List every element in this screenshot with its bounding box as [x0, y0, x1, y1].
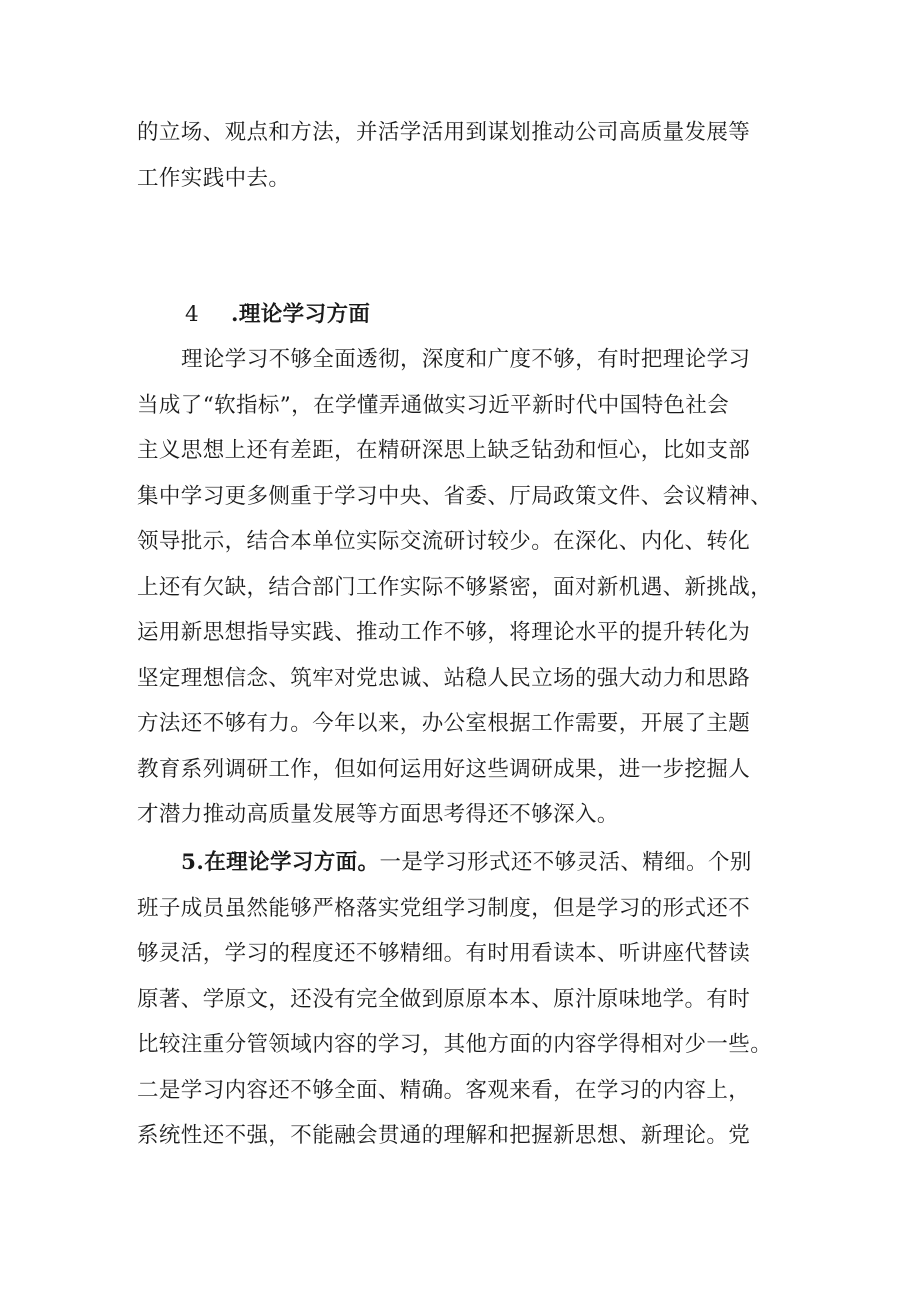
- text-line: 的立场、观点和方法，并活学活用到谋划推动公司高质量发展等: [137, 120, 751, 145]
- text-line: 工作实践中去。: [137, 165, 291, 191]
- text-line: 教育系列调研工作，但如何运用好这些调研成果，进一步挖掘人: [137, 756, 751, 782]
- text-line: 运用新思想指导实践、推动工作不够，将理论水平的提升转化为: [137, 620, 751, 645]
- text-line: 原著、学原文，还没有完全做到原原本本、原汁原味地学。有时: [137, 986, 751, 1012]
- section-4-heading: [185, 292, 370, 337]
- section-4-title: .理论学习方面: [231, 302, 371, 327]
- text-line: 才潜力推动高质量发展等方面思考得还不够深入。: [137, 802, 619, 827]
- text-line: 方法还不够有力。今年以来，办公室根据工作需要，开展了主题: [137, 711, 751, 736]
- text-line: 二是学习内容还不够全面、精确。客观来看，在学习的内容上，: [137, 1077, 751, 1103]
- text-line: 班子成员虽然能够严格落实党组学习制度，但是学习的形式还不: [137, 895, 751, 921]
- text-span: 一是学习形式还不够灵活、精细。个别: [379, 850, 752, 875]
- text-line: 够灵活，学习的程度还不够精细。有时用看读本、听讲座代替读: [137, 941, 751, 966]
- text-line: 上还有欠缺，结合部门工作实际不够紧密，面对新机遇、新挑战，: [137, 574, 773, 600]
- section-4-number: 4: [185, 302, 199, 327]
- text-line: 当成了“软指标”，在学懂弄通做实习近平新时代中国特色社会: [137, 392, 730, 418]
- text-line: 主义思想上还有差距，在精研深思上缺乏钻劲和恒心，比如支部: [137, 438, 751, 463]
- text-line: 系统性还不强，不能融会贯通的理解和把握新思想、新理论。党: [137, 1123, 751, 1148]
- text-line: 比较注重分管领域内容的学习，其他方面的内容学得相对少一些。: [137, 1032, 773, 1057]
- text-line: 坚定理想信念、筑牢对党忠诚、站稳人民立场的强大动力和思路: [137, 665, 751, 691]
- section-4-paragraph: [137, 337, 797, 838]
- text-line: 理论学习不够全面透彻，深度和广度不够，有时把理论学习: [181, 347, 751, 372]
- section-5-heading: 5.在理论学习方面。: [181, 850, 380, 875]
- intro-paragraph: [137, 110, 797, 201]
- text-line: 领导批示，结合本单位实际交流研讨较少。在深化、内化、转化: [137, 529, 751, 554]
- section-5-paragraph: [137, 840, 797, 1159]
- section-5-first-line: [137, 840, 797, 886]
- text-line: 集中学习更多侧重于学习中央、省委、厅局政策文件、会议精神、: [137, 483, 773, 509]
